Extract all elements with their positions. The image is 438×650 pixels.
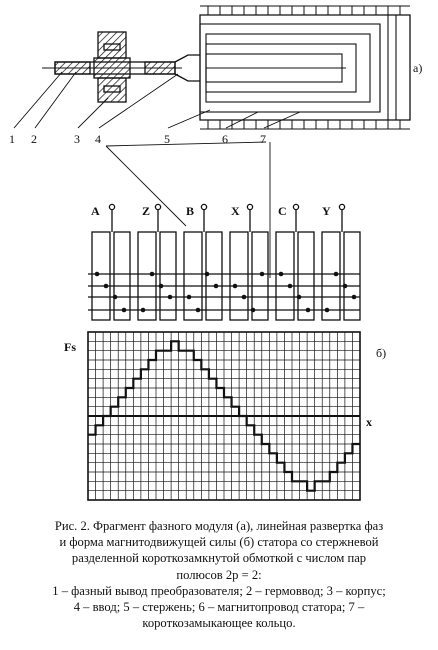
part-b-label: б) — [376, 346, 387, 360]
terminal-A: A — [91, 204, 100, 218]
terminal-C: C — [278, 204, 287, 218]
component-number-4: 4 — [95, 132, 101, 146]
terminal-dot — [247, 204, 252, 209]
caption-line-7: короткозамыкающее кольцо. — [142, 616, 296, 631]
component-leaders — [14, 72, 300, 278]
caption-line-1: Рис. 2. Фрагмент фазного модуля (а), линейная развертка фаз — [54, 519, 384, 533]
terminal-B: B — [186, 204, 195, 218]
mmf-chart — [88, 332, 360, 500]
x-axis-label: x — [366, 415, 372, 429]
coil-inner — [160, 232, 176, 320]
component-number-1: 1 — [9, 132, 15, 146]
stator-rods — [200, 15, 396, 120]
mmf-axis-label: Fs — [64, 340, 76, 354]
coil-outer — [92, 232, 110, 320]
winding-diagram — [88, 204, 360, 320]
terminal-Z: Z — [142, 204, 151, 218]
caption-line-3: разделенной короткозамкнутой обмоткой с числом пар — [71, 551, 367, 566]
coil-outer — [230, 232, 248, 320]
coil-inner — [298, 232, 314, 320]
caption-line-2: и форма магнитодвижущей силы (б) статора со стержневой — [59, 535, 379, 550]
terminal-X: X — [231, 204, 240, 218]
caption-line-4: полюсов 2p = 2: — [176, 567, 262, 582]
terminal-dot — [201, 204, 206, 209]
terminal-Y: Y — [322, 204, 331, 218]
component-number-5: 5 — [164, 132, 170, 146]
component-number-7: 7 — [260, 132, 266, 146]
terminal-dot — [109, 204, 114, 209]
terminal-dot — [339, 204, 344, 209]
coil-outer — [276, 232, 294, 320]
coil-outer — [322, 232, 340, 320]
coil-inner — [206, 232, 222, 320]
caption-line-6: 4 – ввод; 5 – стержень; 6 – магнитопровод статора; 7 – — [73, 600, 365, 615]
component-number-3: 3 — [74, 132, 80, 146]
coil-inner — [344, 232, 360, 320]
figure-caption — [6, 518, 432, 631]
coil-inner — [114, 232, 130, 320]
component-number-6: 6 — [222, 132, 228, 146]
coil-inner — [252, 232, 268, 320]
terminal-dot — [155, 204, 160, 209]
component-number-2: 2 — [31, 132, 37, 146]
terminal-dot — [293, 204, 298, 209]
part-a-label: а) — [413, 61, 423, 75]
caption-line-5: 1 – фазный вывод преобразователя; 2 – гермоввод; 3 – корпус; — [52, 583, 386, 598]
coil-outer — [138, 232, 156, 320]
coil-outer — [184, 232, 202, 320]
